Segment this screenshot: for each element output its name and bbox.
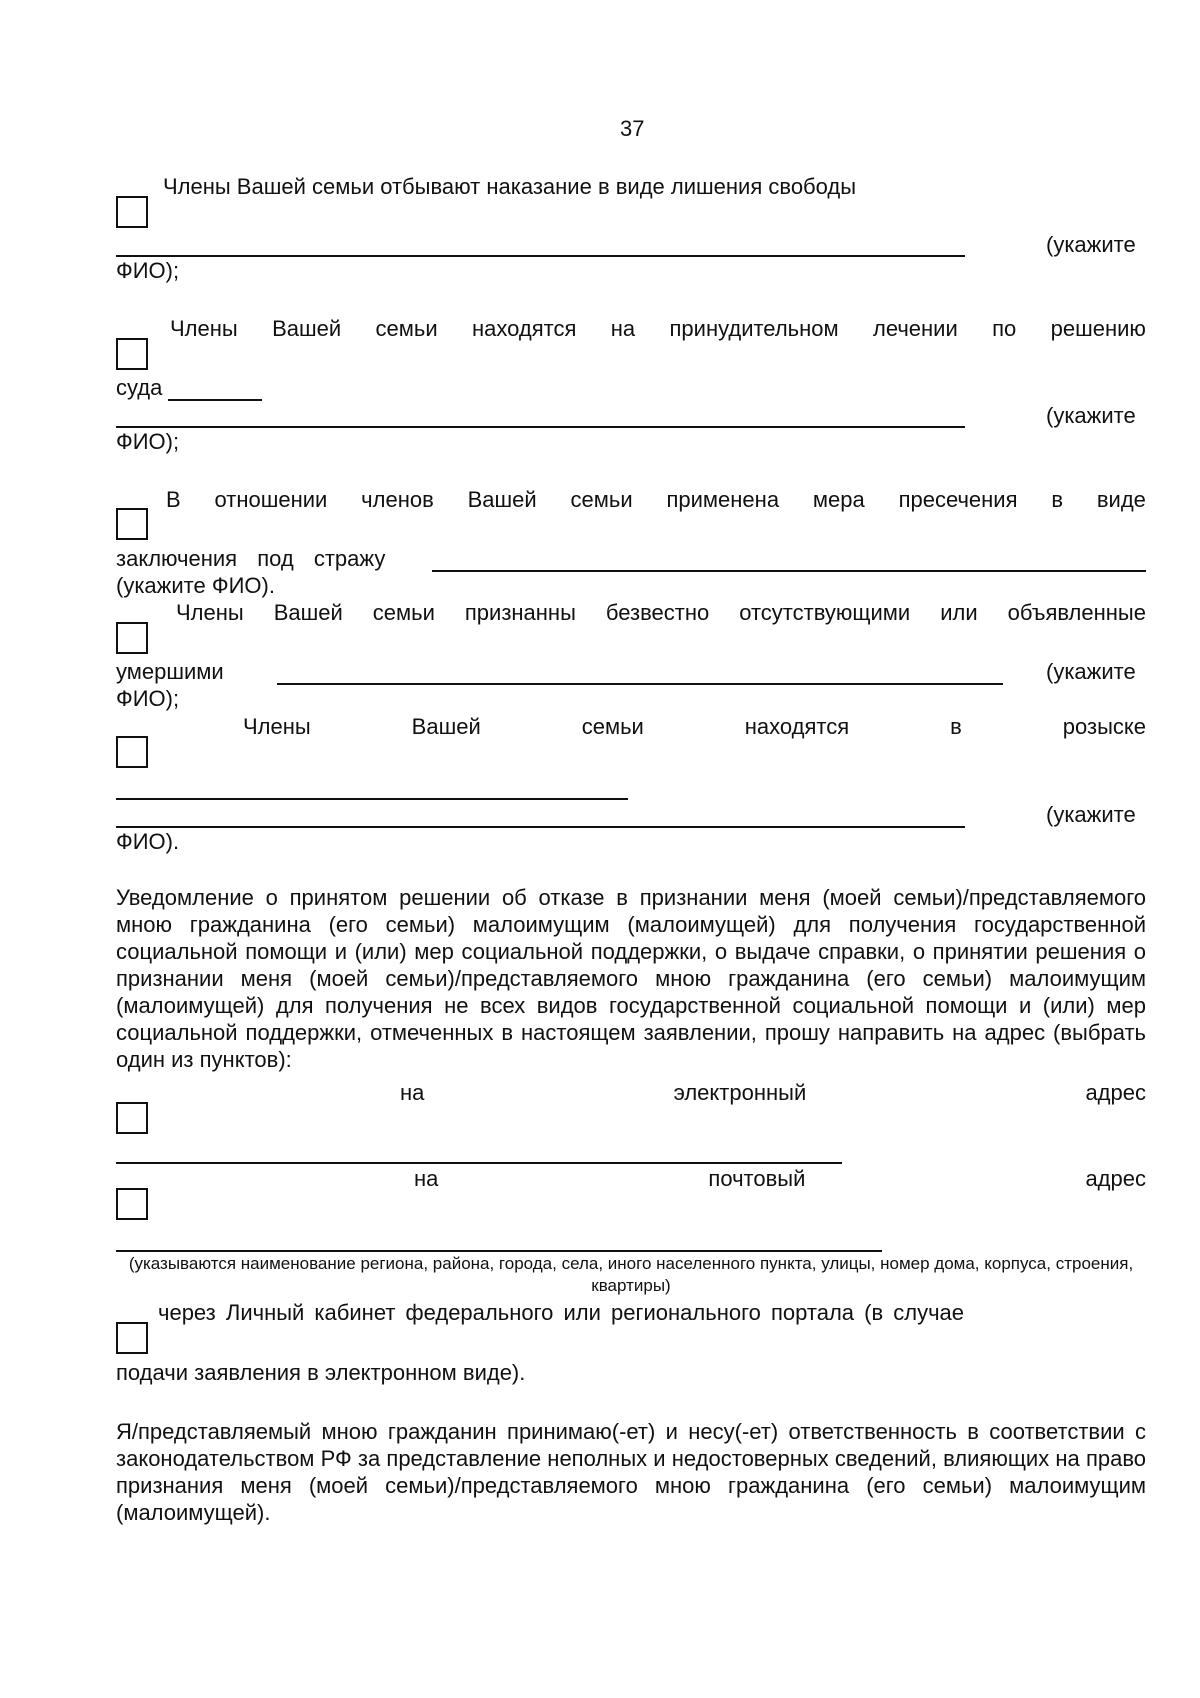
treatment-suda-line[interactable]	[168, 399, 262, 401]
treatment-suda: суда	[116, 375, 163, 400]
missing-fio: ФИО);	[116, 686, 180, 711]
wanted-label: Члены Вашей семьи находятся в розыске	[243, 714, 1146, 739]
custody-line2: заключения под стражу	[116, 546, 386, 571]
wanted-hint: (укажите	[1046, 802, 1136, 827]
checkbox-portal[interactable]	[116, 1322, 148, 1354]
checkbox-wanted[interactable]	[116, 736, 148, 768]
treatment-hint: (укажите	[1046, 403, 1136, 428]
checkbox-custody[interactable]	[116, 508, 148, 540]
treatment-label: Члены Вашей семьи находятся на принудительном лечении по решению	[170, 316, 1146, 341]
treatment-fio: ФИО);	[116, 429, 180, 454]
wanted-line-1[interactable]	[116, 798, 628, 800]
email-address-line[interactable]	[116, 1162, 842, 1164]
portal-line2: подачи заявления в электронном виде).	[116, 1360, 526, 1385]
missing-fio-line[interactable]	[277, 683, 1003, 685]
responsibility-paragraph: Я/представляемый мною гражданин принимаю(-ет) и несу(-ет) ответственность в соответствии с законодательством РФ за представление неполных и недостоверных сведений, влияющих на право признания меня (моей семьи)/представляемого мною гражданина (его семьи) малоимущим (малоимущей).	[116, 1419, 1146, 1525]
post-label: на почтовый адрес	[414, 1166, 1146, 1191]
prison-label: Члены Вашей семьи отбывают наказание в виде лишения свободы	[163, 174, 857, 199]
prison-hint: (укажите	[1046, 232, 1136, 257]
custody-label: В отношении членов Вашей семьи применена мера пресечения в виде	[166, 487, 1146, 512]
email-label: на электронный адрес	[400, 1080, 1146, 1105]
custody-fio-line[interactable]	[432, 570, 1146, 572]
checkbox-post[interactable]	[116, 1188, 148, 1220]
checkbox-treatment[interactable]	[116, 338, 148, 370]
wanted-fio: ФИО).	[116, 829, 180, 854]
prison-fio: ФИО);	[116, 258, 180, 283]
missing-hint: (укажите	[1046, 659, 1136, 684]
treatment-fio-line[interactable]	[116, 426, 965, 428]
missing-line2: умершими	[116, 659, 224, 684]
prison-fio-line[interactable]	[116, 255, 965, 257]
missing-label: Члены Вашей семьи признанны безвестно отсутствующими или объявленные	[176, 600, 1146, 625]
address-note: (указываются наименование региона, района, города, села, иного населенного пункта, улицы, номер дома, корпуса, строения, квартиры)	[128, 1254, 1134, 1295]
checkbox-missing[interactable]	[116, 622, 148, 654]
post-address-line[interactable]	[116, 1250, 882, 1252]
checkbox-prison[interactable]	[116, 196, 148, 228]
wanted-fio-line[interactable]	[116, 826, 965, 828]
portal-line1: через Личный кабинет федерального или регионального портала (в случае	[158, 1300, 965, 1325]
checkbox-email[interactable]	[116, 1102, 148, 1134]
custody-line3: (укажите ФИО).	[116, 573, 275, 598]
page-number: 37	[620, 116, 645, 141]
notice-paragraph: Уведомление о принятом решении об отказе в признании меня (моей семьи)/представляемого мною гражданина (его семьи) малоимущим (малоимущей) для получения государственной социальной помощи и (или) мер социальной поддержки, о выдаче справки, о принятии решения о признании меня (моей семьи)/представляемого мною гражданина (его семьи) малоимущим (малоимущей) для получения не всех видов государственной социальной помощи и (или) мер социальной поддержки, отмеченных в настоящем заявлении, прошу направить на адрес (выбрать один из пунктов):	[116, 885, 1146, 1072]
